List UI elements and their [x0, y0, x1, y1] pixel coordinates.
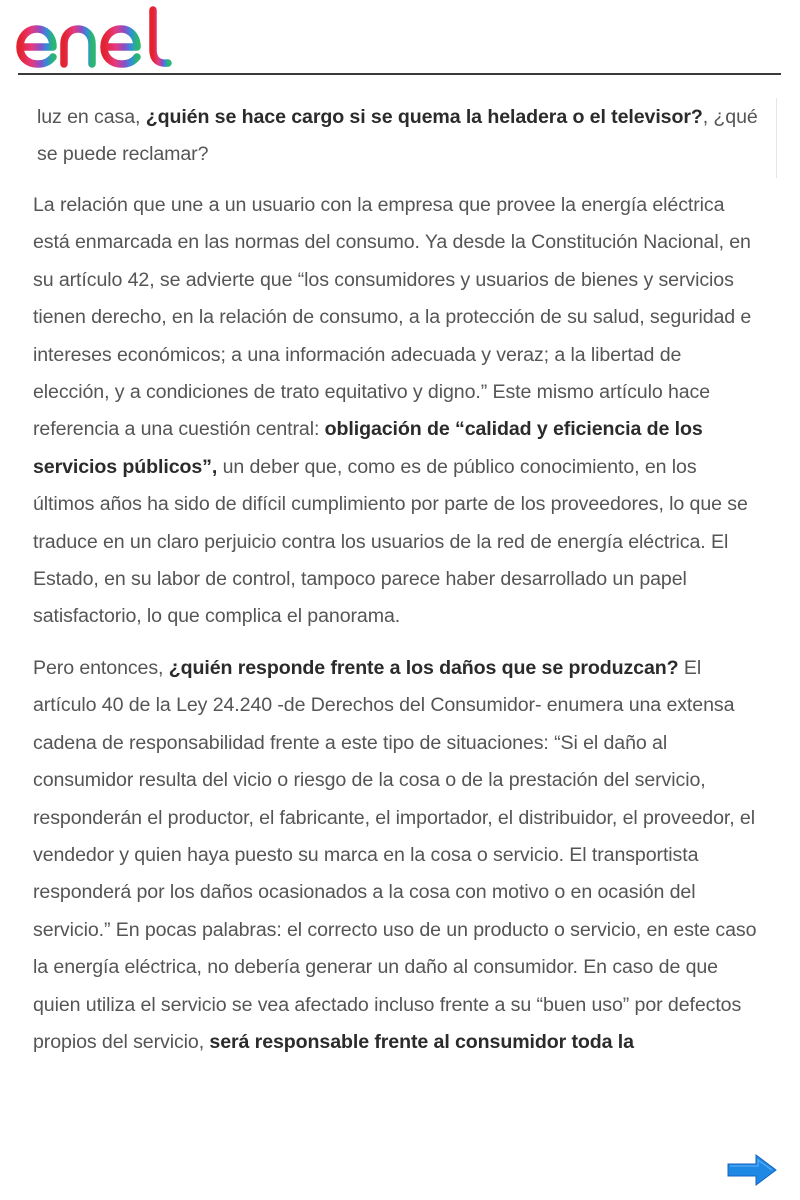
- text-run: La relación que une a un usuario con la empresa que provee la energía eléctrica está enmarcada en las normas del consumo. Ya desde la Constitución Nacional, en su artículo 42, se advierte que “los consumidores y usuarios de bienes y servicios tienen derecho, en la relación de consumo, a la protección de su salud, seguridad e intereses económicos; a una información adecuada y veraz; a la libertad de elección, y a condiciones de trato equitativo y digno.” Este mismo artículo hace referencia a una cuestión central:: [33, 194, 752, 441]
- paragraph-relation: [33, 187, 758, 636]
- text-run: luz en casa,: [37, 106, 146, 128]
- text-run: , ¿qué se puede reclamar?: [37, 106, 758, 165]
- header-divider: [18, 73, 781, 75]
- article-body: [33, 99, 758, 1075]
- paragraph-intro: [33, 99, 758, 173]
- header: [0, 0, 800, 76]
- paragraph-responsibility: [33, 650, 758, 1061]
- bold-obligation: obligación de “calidad y eficiencia de los servicios públicos”,: [33, 418, 703, 478]
- bold-question-1: ¿quién se hace cargo si se quema la heladera o el televisor?: [145, 106, 703, 128]
- text-run: un deber que, como es de público conocimiento, en los últimos años ha sido de difícil cumplimiento por parte de los proveedores, lo que se traduce en un claro perjuicio contra los usuarios de la red de energía eléctrica. El Estado, en su labor de control, tampoco parece haber desarrollado un papel satisfactorio, lo que complica el panorama.: [33, 455, 748, 628]
- text-run: Pero entonces,: [33, 656, 169, 679]
- bold-responsible: será responsable frente al consumidor toda la: [209, 1030, 634, 1053]
- text-run: El artículo 40 de la Ley 24.240 -de Derechos del Consumidor- enumera una extensa cadena de responsabilidad frente a este tipo de situaciones: “Si el daño al consumidor resulta del vicio o riesgo de la cosa o de la prestación del servicio, responderán el productor, el fabricante, el importador, el distribuidor, el proveedor, el vendedor y quien haya puesto su marca en la cosa o servicio. El transportista responderá por los daños ocasionados a la cosa con motivo o en ocasión del servicio.” En pocas palabras: el correcto uso de un producto o servicio, en este caso la energía eléctrica, no debería generar un daño al consumidor. En caso de que quien utiliza el servicio se vea afectado incluso frente a su “buen uso” por defectos propios del servicio,: [33, 656, 757, 1053]
- arrow-right-icon[interactable]: [726, 1152, 778, 1188]
- enel-logo[interactable]: [14, 4, 184, 70]
- sidebar-divider: [776, 98, 777, 178]
- bold-question-2: ¿quién responde frente a los daños que se produzcan?: [168, 656, 679, 679]
- logo-text: enel: [14, 4, 16, 5]
